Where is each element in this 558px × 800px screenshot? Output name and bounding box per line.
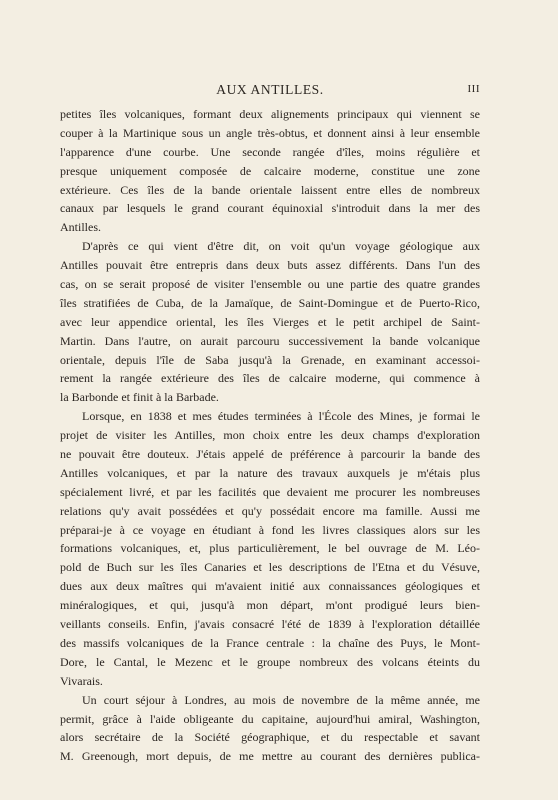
text-line: alors secrétaire de la Société géographique, et du respectable et savant [60, 730, 480, 745]
text-line: dues aux deux maîtres qui m'avaient initié aux connaissances géologiques et [60, 579, 480, 594]
page-header [60, 82, 480, 102]
text-line: relations qu'y avait possédées et qu'y possédait encore ma famille. Aussi me [60, 503, 480, 518]
text-line: des massifs volcaniques de la France centrale : la chaîne des Puys, le Mont- [60, 635, 480, 650]
text-line: extérieure. Ces îles de la bande orientale laissent entre elles de nombreux [60, 182, 480, 197]
paragraph [60, 105, 480, 237]
text-line: Vivarais. [60, 673, 103, 688]
text-line: permit, grâce à l'aide obligeante du capitaine, aujourd'hui amiral, Washington, [60, 711, 480, 726]
text-line: orientale, depuis l'île de Saba jusqu'à la Grenade, en examinant accessoi- [60, 352, 480, 367]
body-text [60, 105, 480, 766]
text-line: Lorsque, en 1838 et mes études terminées à l'École des Mines, je formai le [82, 409, 480, 424]
paragraph [60, 691, 480, 767]
text-line: pold de Buch sur les îles Canaries et les descriptions de l'Etna et du Vésuve, [60, 560, 480, 575]
text-line: ne pouvait être douteux. J'étais appelé de préférence à parcourir la bande des [60, 447, 480, 462]
text-line: Un court séjour à Londres, au mois de novembre de la même année, me [82, 692, 480, 707]
text-line: D'après ce qui vient d'être dit, on voit qu'un voyage géologique aux [82, 239, 480, 254]
text-line: veillants conseils. Enfin, j'avais consacré l'été de 1839 à l'exploration détaillée [60, 617, 480, 632]
text-line: Antilles. [60, 220, 101, 235]
text-line: couper à la Martinique sous un angle très-obtus, et donnent ainsi à leur ensemble [60, 125, 480, 140]
text-line: Antilles volcaniques, et par la nature des travaux auxquels je m'étais plus [60, 465, 480, 480]
paragraph [60, 407, 480, 690]
text-line: presque uniquement composée de calcaire moderne, constitue une zone [60, 163, 480, 178]
text-line: M. Greenough, mort depuis, de me mettre au courant des dernières publica- [60, 749, 480, 764]
text-line: Martin. Dans l'autre, on aurait parcouru successivement la bande volcanique [60, 333, 480, 348]
text-line: minéralogiques, et qui, jusqu'à mon départ, m'ont prodigué leurs bien- [60, 598, 480, 613]
text-line: l'apparence d'une courbe. Une seconde rangée d'îles, moins régulière et [60, 144, 480, 159]
text-line: avec leur appendice oriental, les îles Vierges et le petit archipel de Saint- [60, 314, 480, 329]
text-line: petites îles volcaniques, formant deux alignements principaux qui viennent se [60, 107, 480, 121]
text-line: rement la rangée extérieure des îles de calcaire moderne, qui commence à [60, 371, 480, 386]
text-line: canaux par lesquels le grand courant équinoxial s'introduit dans la mer des [60, 201, 480, 216]
text-line: Antilles pouvait être entrepris dans deux buts assez différents. Dans l'un des [60, 258, 480, 273]
paragraph [60, 237, 480, 407]
page-number: III [467, 83, 480, 95]
running-head: AUX ANTILLES. [216, 82, 324, 97]
text-line: spécialement livré, et par les facilités que devaient me procurer les nombreuses [60, 484, 480, 499]
text-line: îles stratifiées de Cuba, de la Jamaïque, de Saint-Domingue et de Puerto-Rico, [60, 295, 480, 310]
text-line: préparai-je à ce voyage en étudiant à fond les livres classiques alors sur les [60, 522, 480, 537]
text-line: la Barbonde et finit à la Barbade. [60, 390, 219, 405]
text-line: cas, on se serait proposé de visiter l'ensemble ou une partie des quatre grandes [60, 277, 480, 292]
text-line: formations volcaniques, et, plus particulièrement, le bel ouvrage de M. Léo- [60, 541, 480, 556]
text-line: projet de visiter les Antilles, mon choix entre les deux champs d'exploration [60, 428, 480, 443]
text-line: Dore, le Cantal, le Mezenc et le groupe nombreux des volcans éteints du [60, 654, 480, 669]
